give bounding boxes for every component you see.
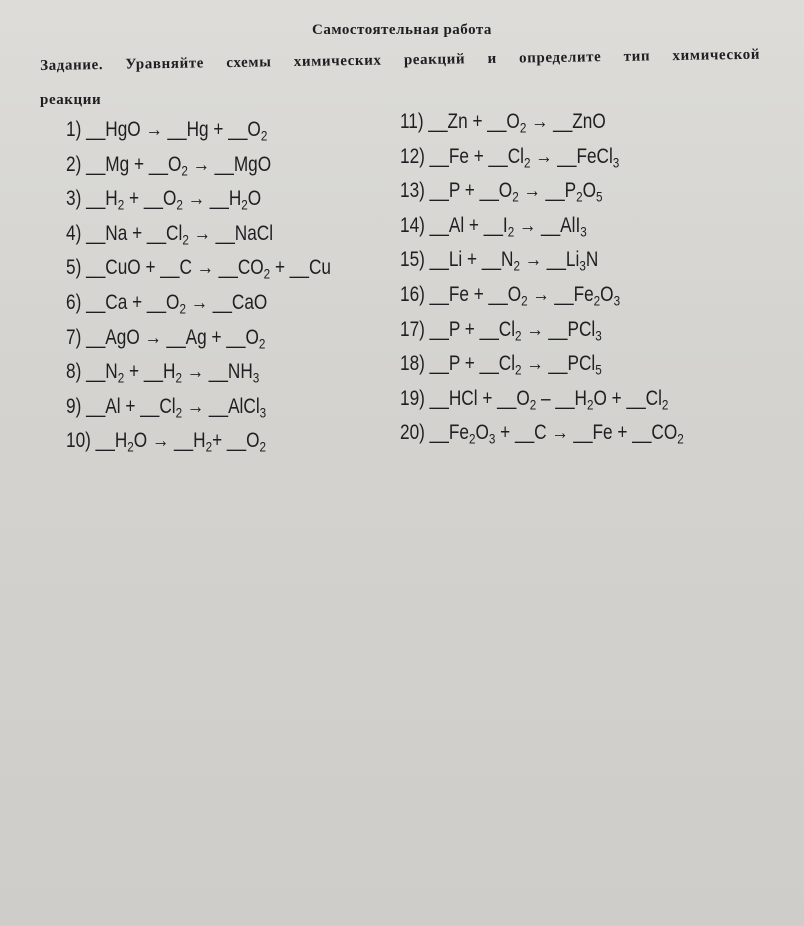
equation-text: __CuO + __C → __CO [86, 256, 264, 280]
subscript: 2 [513, 258, 520, 275]
equation-text: __P + __Cl [429, 352, 516, 376]
equation-number: 12) [400, 144, 425, 168]
subscript: 2 [515, 362, 522, 379]
equation-text: → __PCl [521, 317, 596, 341]
equation-text: – __H [536, 386, 587, 410]
equation-number: 4) [66, 221, 82, 245]
equation-row [66, 286, 331, 321]
equation-text: → __NH [181, 360, 253, 384]
equation-text: __P + __Cl [429, 317, 516, 341]
subscript: 2 [241, 197, 248, 214]
equation-text: → __MgO [187, 152, 272, 176]
equation-row [66, 390, 331, 425]
subscript: 2 [127, 439, 134, 456]
equation-text: __Li + __N [429, 248, 514, 272]
equation-text: → __PCl [521, 352, 596, 376]
subscript: 5 [596, 189, 603, 206]
equation-text: → __Fe [527, 282, 594, 306]
equation-text: __AgO → __Ag + __O [86, 325, 259, 349]
equation-row [400, 347, 684, 382]
equation-row [400, 416, 684, 451]
equation-text: O [247, 187, 262, 211]
equation-text: __HgO → __Hg + __O [86, 118, 261, 141]
equation-text: → __Li [519, 248, 580, 272]
subscript: 2 [182, 232, 189, 249]
equation-text: __Na + __Cl [86, 221, 183, 245]
subscript: 2 [263, 266, 271, 283]
equation-row [400, 243, 684, 278]
subscript: 2 [661, 397, 669, 414]
subscript: 2 [586, 397, 594, 414]
equation-text: __H [95, 429, 128, 453]
subscript: 3 [252, 370, 260, 387]
subscript: 2 [259, 439, 266, 456]
subscript: 2 [576, 189, 583, 206]
equation-text: __Fe + __Cl [429, 144, 524, 168]
subscript: 3 [613, 293, 621, 310]
equation-number: 7) [66, 325, 82, 349]
equation-row [400, 209, 684, 244]
subscript: 2 [176, 197, 183, 214]
equation-row [66, 182, 331, 217]
equation-row [400, 313, 684, 348]
equation-row [400, 382, 684, 417]
equation-text: O → __H [133, 429, 206, 453]
equation-text: __P + __O [429, 179, 513, 203]
subscript: 3 [579, 258, 586, 275]
equation-number: 15) [400, 248, 425, 272]
equation-row [66, 251, 331, 286]
equation-text: → __AlCl [182, 394, 260, 418]
subscript: 2 [519, 120, 527, 137]
equation-text: __Fe [429, 421, 469, 445]
subscript: 2 [593, 293, 601, 310]
equation-row [400, 140, 684, 175]
equation-text: → __H [182, 187, 242, 211]
subscript: 2 [175, 405, 183, 422]
equations-column-right [400, 105, 684, 451]
subscript: 2 [677, 431, 684, 448]
subscript: 2 [175, 370, 182, 387]
equation-text: + __H [124, 360, 176, 384]
subscript: 2 [260, 128, 268, 145]
equation-text: → __ZnO [526, 110, 606, 133]
equation-number: 18) [400, 352, 425, 376]
equation-row [66, 148, 331, 183]
equation-text: __Zn + __O [428, 110, 520, 133]
equation-text: __Al + __I [429, 213, 508, 237]
subscript: 2 [512, 189, 519, 206]
subscript: 5 [595, 362, 602, 379]
subscript: 2 [181, 163, 188, 180]
equation-text: O [582, 179, 597, 203]
subscript: 3 [580, 224, 587, 241]
equation-text: __Mg + __O [86, 152, 182, 176]
equation-number: 6) [66, 290, 82, 314]
equation-text: O [600, 282, 614, 306]
subscript: 2 [258, 336, 266, 353]
subscript: 3 [259, 405, 267, 422]
equation-row [66, 113, 331, 148]
equation-text: __Al + __Cl [86, 394, 176, 418]
subscript: 2 [179, 301, 186, 318]
equation-text: + __C → __Fe + __CO [495, 421, 678, 445]
subscript: 2 [523, 155, 531, 172]
worksheet-title: Самостоятельная работа [312, 22, 492, 38]
equation-number: 5) [66, 256, 82, 280]
task-instruction-tail: реакции [40, 92, 102, 108]
equation-row [66, 321, 331, 356]
equation-number: 9) [66, 394, 82, 418]
equation-number: 8) [66, 360, 82, 384]
subscript: 3 [612, 155, 620, 172]
subscript: 2 [515, 328, 522, 345]
equations-column-left [66, 113, 331, 459]
equation-number: 19) [400, 386, 425, 410]
task-instruction: Задание. Уравняйте схемы химических реакций и определите тип химической [40, 46, 761, 74]
equation-text: __HCl + __O [429, 386, 530, 410]
equation-text: __N [86, 360, 118, 384]
subscript: 2 [529, 397, 537, 414]
equation-row [66, 424, 331, 459]
equation-text: O [475, 421, 489, 445]
equation-text: + __Cu [270, 256, 331, 280]
equation-number: 3) [66, 187, 82, 211]
equation-text: N [585, 248, 599, 272]
equation-row [400, 174, 684, 209]
equation-number: 20) [400, 421, 425, 445]
equation-number: 10) [66, 429, 91, 453]
equation-text: → __CaO [185, 290, 268, 314]
subscript: 2 [117, 197, 125, 214]
equation-text: + __O [212, 429, 260, 453]
equation-row [400, 105, 684, 140]
equation-text: → __NaCl [188, 221, 274, 245]
equation-text: → __FeCl [530, 144, 613, 168]
equation-text: __Fe + __O [429, 282, 522, 306]
subscript: 3 [595, 328, 602, 345]
equation-number: 16) [400, 282, 425, 306]
subscript: 3 [488, 431, 496, 448]
equation-row [66, 355, 331, 390]
equation-number: 2) [66, 152, 82, 176]
subscript: 2 [507, 224, 515, 241]
equation-number: 1) [66, 118, 82, 141]
equation-row [400, 278, 684, 313]
equation-text: __H [86, 187, 118, 211]
equation-number: 14) [400, 213, 425, 237]
subscript: 2 [521, 293, 528, 310]
equation-text: __Ca + __O [86, 290, 180, 314]
equation-number: 11) [400, 110, 424, 133]
subscript: 2 [205, 439, 213, 456]
equation-text: + __O [124, 187, 177, 211]
equation-text: → __P [518, 179, 577, 203]
equation-number: 17) [400, 317, 425, 341]
subscript: 2 [468, 431, 476, 448]
equation-number: 13) [400, 179, 425, 203]
equation-text: O + __Cl [593, 386, 662, 410]
equation-text: → __AlI [514, 213, 581, 237]
equation-row [66, 217, 331, 252]
subscript: 2 [117, 370, 125, 387]
